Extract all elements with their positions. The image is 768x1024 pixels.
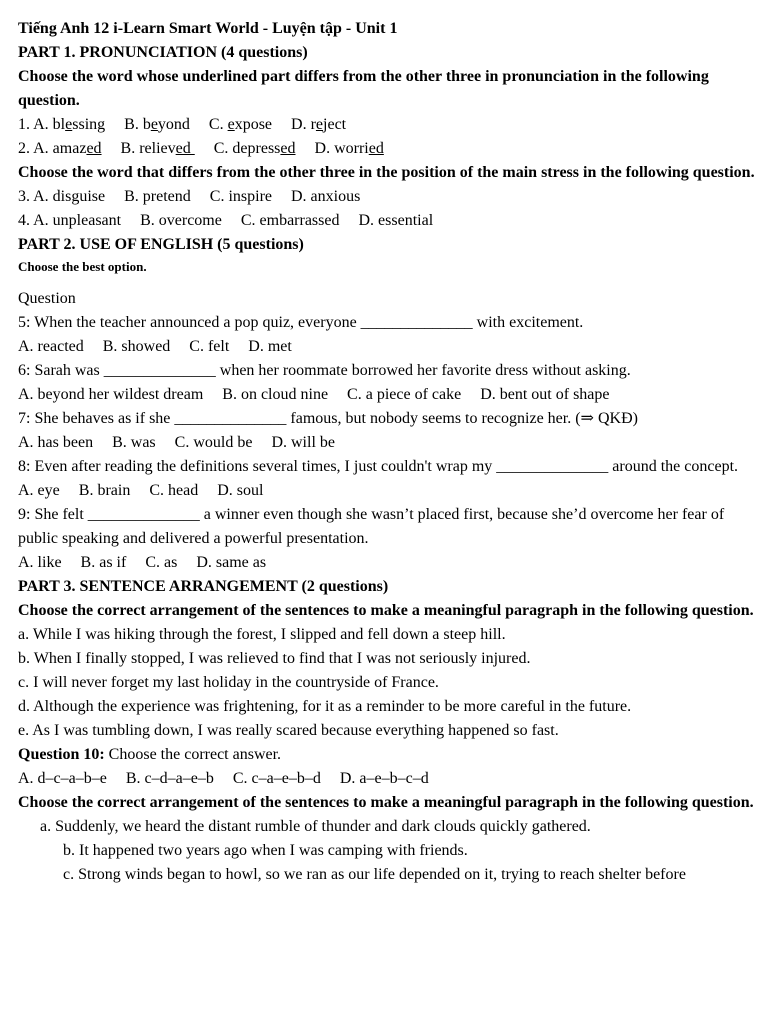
q6-option-a: A. beyond her wildest dream: [18, 386, 204, 403]
part2-instruction: Choose the best option.: [18, 259, 147, 274]
question-5-stem: 5: When the teacher announced a pop quiz, everyone ______________ with excitement.: [18, 314, 584, 331]
arrangement-instruction-1: Choose the correct arrangement of the sentences to make a meaningful paragraph in the following question.: [18, 602, 754, 619]
pronunciation-instruction: Choose the word whose underlined part differs from the other three in pronunciation in the following question.: [18, 68, 709, 109]
question-label: Question: [18, 290, 76, 307]
q3-option-c: C. inspire: [209, 188, 272, 205]
q4-option-d: D. essential: [358, 212, 434, 229]
q4-option-b: B. overcome: [140, 212, 222, 229]
q6-option-b: B. on cloud nine: [222, 386, 329, 403]
q4-option-c: C. embarrassed: [240, 212, 340, 229]
q10-label: Question 10:: [18, 746, 105, 763]
question-6-stem: 6: Sarah was ______________ when her roommate borrowed her favorite dress without asking.: [18, 362, 631, 379]
sentence-c: c. I will never forget my last holiday in the countryside of France.: [18, 674, 439, 691]
q7-option-d: D. will be: [271, 434, 335, 451]
q9-option-b: B. as if: [80, 554, 127, 571]
question-9-stem: 9: She felt ______________ a winner even though she wasn’t placed first, because she’d overcome her fear of public speaking and delivered a powerful presentation.: [18, 506, 725, 547]
q2-option-a: A. amazed: [33, 140, 102, 157]
q1-option-b: B. beyond: [124, 116, 190, 133]
q3-option-d: D. anxious: [291, 188, 361, 205]
question-8-options: [18, 479, 758, 503]
question-5-options: [18, 335, 758, 359]
q9-option-a: A. like: [18, 554, 62, 571]
sentence-b: b. When I finally stopped, I was relieved to find that I was not seriously injured.: [18, 650, 531, 667]
document-title: Tiếng Anh 12 i-Learn Smart World - Luyện tập - Unit 1: [18, 20, 398, 37]
q6-option-d: D. bent out of shape: [480, 386, 610, 403]
question-1: 1. A. blessing B. beyond C. expose D. reject: [18, 116, 347, 133]
q3-option-b: B. pretend: [124, 188, 191, 205]
q5-option-c: C. felt: [189, 338, 230, 355]
question-8-stem: 8: Even after reading the definitions several times, I just couldn't wrap my ______________ around the concept.: [18, 458, 739, 475]
q10-option-a: A. d–c–a–b–e: [18, 770, 107, 787]
question-6-options: [18, 383, 758, 407]
q5-option-d: D. met: [248, 338, 292, 355]
q4-option-a: 4. A. unpleasant: [18, 212, 122, 229]
question-2: 2. A. amazed B. relieved C. depressed D. worried: [18, 140, 384, 157]
sentence-a: a. While I was hiking through the forest, I slipped and fell down a steep hill.: [18, 626, 506, 643]
part2-heading: PART 2. USE OF ENGLISH (5 questions): [18, 236, 304, 253]
q7-option-b: B. was: [112, 434, 156, 451]
sentence2-a: a. Suddenly, we heard the distant rumble of thunder and dark clouds quickly gathered.: [40, 818, 591, 835]
q10-text: Choose the correct answer.: [104, 746, 282, 763]
q5-option-b: B. showed: [102, 338, 171, 355]
question-3: [18, 185, 758, 209]
question-7-stem: 7: She behaves as if she ______________ famous, but nobody seems to recognize her. (⇒ QKĐ): [18, 410, 638, 427]
q2-option-d: D. worried: [314, 140, 384, 157]
q7-option-a: A. has been: [18, 434, 94, 451]
q5-option-a: A. reacted: [18, 338, 84, 355]
question-7-options: [18, 431, 758, 455]
q7-option-c: C. would be: [174, 434, 253, 451]
q10-option-c: C. c–a–e–b–d: [232, 770, 321, 787]
q2-option-c: C. depressed: [213, 140, 296, 157]
sentence2-b: b. It happened two years ago when I was camping with friends.: [63, 842, 468, 859]
q9-option-c: C. as: [145, 554, 178, 571]
q1-option-a: A. blessing: [33, 116, 106, 133]
q1-option-d: D. reject: [291, 116, 347, 133]
q10-option-d: D. a–e–b–c–d: [339, 770, 429, 787]
q9-option-d: D. same as: [196, 554, 267, 571]
q8-option-d: D. soul: [217, 482, 264, 499]
arrangement-instruction-2: Choose the correct arrangement of the sentences to make a meaningful paragraph in the following question.: [18, 794, 754, 811]
q8-option-a: A. eye: [18, 482, 60, 499]
q8-option-b: B. brain: [78, 482, 131, 499]
q3-option-a: 3. A. disguise: [18, 188, 106, 205]
q8-option-c: C. head: [149, 482, 199, 499]
part3-heading: PART 3. SENTENCE ARRANGEMENT (2 questions): [18, 578, 389, 595]
question-10: [18, 743, 758, 767]
q10-option-b: B. c–d–a–e–b: [125, 770, 214, 787]
question-10-options: [18, 767, 758, 791]
question-9-options: [18, 551, 758, 575]
sentence-d: d. Although the experience was frightening, for it as a reminder to be more careful in the future.: [18, 698, 632, 715]
q6-option-c: C. a piece of cake: [347, 386, 462, 403]
sentence2-c: c. Strong winds began to howl, so we ran as our life depended on it, trying to reach shelter before: [63, 866, 686, 883]
sentence-e: e. As I was tumbling down, I was really scared because everything happened so fast.: [18, 722, 559, 739]
document-page: [18, 17, 758, 887]
stress-instruction: Choose the word that differs from the other three in the position of the main stress in the following question.: [18, 164, 755, 181]
q2-option-b: B. relieved: [120, 140, 195, 157]
part1-heading: PART 1. PRONUNCIATION (4 questions): [18, 44, 308, 61]
question-4: [18, 209, 758, 233]
q1-option-c: C. expose: [208, 116, 273, 133]
